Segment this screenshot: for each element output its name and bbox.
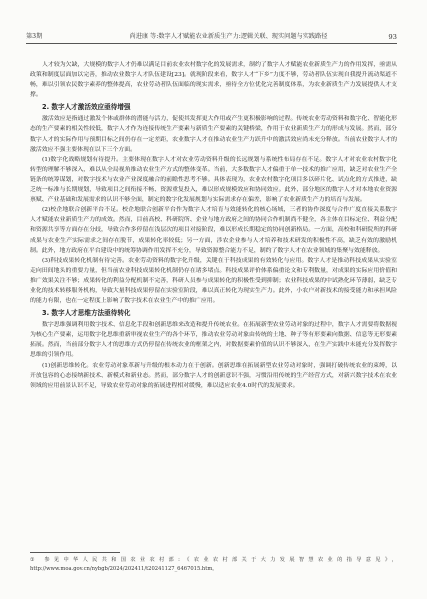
section-heading: 3. 数字人才思维方法亟待转化 [42,309,131,318]
body-paragraph: (1)数字化战略规划有待提升。主要体现在数字人才对农业劳动资料升级的长远规划与系统性布局存在不足。数字人才对农业农村数字化转型的理解不够深入，难以从全局视角推动农业生产方式的整体变革。当前，大多数数字人才偏重于单一技术的推广应用，缺乏对农业生产全链条的统筹谋划，对数字技术与农业产业深度融合的前瞻性思考不够。具体表现为，农业农村数字化项目多以碎片化、试点化的方式推进，缺乏统一标准与长期规划，导致项目之间衔接不畅、资源重复投入，难以形成规模效应和协同效应。此外，部分地区的数字人才对本地农业资源禀赋、产业基础和发展需求的认识不够全面，制定的数字化发展规划与实际需求存在偏差，影响了农业新质生产力的培育与发展。 [30,156,397,204]
body-paragraph: 人才较为欠缺，大规模的数字人才仍难以满足目前农业农村数字化的发展需求，制约了数字人才赋能农业新质生产力的作用发挥，亟需从政策和制度层面加以完善，推动农业数字人才队伍建设[23]。就现阶段来看，数字人才“下乡”力度不够，劳动者队伍实现自我提升流动渠道不畅，难以引领农民数字素养的整体提高，农业劳动者队伍面临的现实需求，亟待全方位优化完善制度体系，为农业新质生产力发展提供人才支撑。 [30,62,397,99]
body-paragraph: 数字思维强调利用数字技术、信息化手段和创新思维来改造和提升传统农业。在拓展新型农业劳动对象的过程中，数字人才需要将数据视为核心生产要素，运用数字化思维重新审视农业生产的各个环节，推动农业劳动对象由传统的土地、种子等有形要素向数据、信息等无形要素拓展。然而，当前部分数字人才的思维方式仍停留在传统农业的框架之内，对数据要素价值的认识不够深入，在生产实践中未能充分发挥数字思维的引领作用。 [30,322,397,359]
body-paragraph: (1)创新思维转化。农业劳动对象革新与升级的根本动力在于创新。创新思维在拓展新型农业劳动对象时，强调打破传统农业的束缚，以开放包容的心态接纳新技术、新模式和新业态。然而，部分数字人才的创新意识不强，习惯沿用传统的生产经营方式，对新兴数字技术在农业领域的应用前景认识不足，导致农业劳动对象的拓展进程相对缓慢，难以适应农业4.0时代的发展要求。 [30,362,397,389]
body-paragraph: 激活效应是指通过激发个体或群体的潜能与活力，促使其发挥更大作用或产生更积极影响的过程。传统农业劳动资料和数字化、智能化形态的生产要素的相关性较低，数字人才作为连接传统生产要素与新质生产要素的关键桥梁，作用于农业新质生产力的形成与发展。然而，部分数字人才的实际作用与预期目标之间仍存在一定差距，农业数字人才在推动农业生产力跃升中的激活效应尚未充分释放。当前农业数字人才的激活效应不强主要体现在以下三个方面。 [30,116,397,153]
footnote [30,556,397,573]
article-body [30,60,397,391]
section-heading: 2. 数字人才激活效应亟待增强 [42,103,131,112]
issue-number: 第3期 [26,33,43,40]
footnote-text: 参见中华人民共和国农业农村部:《农业农村部关于大力发展智慧农业的指导意见》，http://www.moa.gov.cn/nybgb/2024/202411/t20241127_6467015.htm。 [30,557,397,572]
footnote-mark: ① [30,557,35,563]
footnote-divider [30,552,120,553]
running-header [26,31,397,44]
page-number: 93 [388,33,397,41]
body-paragraph: (2)校企地联合创新平台不足。校企地联合创新平台作为数字人才培育与效能转化的核心场域，三者的协作深度与合作广度直接关系数字人才赋能农业新质生产力的成效。然而，目前高校、科研院所、企业与地方政府之间的协同合作机制尚不健全，各主体在目标定位、利益分配和资源共享等方面存在分歧，导致合作多停留在浅层次的项目对接阶段，难以形成长期稳定的协同创新格局。一方面，高校和科研院所的科研成果与农业生产实际需求之间存在脱节，成果转化率较低；另一方面，涉农企业参与人才培养和技术研发的积极性不高，缺乏有效的激励机制。此外，地方政府在平台建设中的统筹协调作用发挥不充分，导致资源整合能力不足，制约了数字人才在农业领域的集聚与效能释放。 [30,207,397,254]
body-paragraph: (3)科技成果转化机制有待完善。农业劳动资料的数字化升级，关键在于科技成果的有效转化与应用。数字人才是推动科技成果从实验室走向田间地头的重要力量，但当前农业科技成果转化机制仍存在诸多堵点。科技成果评价体系偏重论文和专利数量，对成果的实际应用价值和推广效果关注不够；成果转化的利益分配机制不完善，科研人员参与成果转化的积极性受到抑制；农业科技成果的中试熟化环节薄弱，缺乏专业化的技术转移服务机构，导致大量科技成果停留在实验室阶段，难以真正转化为现实生产力。此外，小农户对新技术的接受能力和承担风险的能力有限，也在一定程度上影响了数字技术在农业生产中的推广应用。 [30,257,397,305]
running-title: 尚进康 等:数字人才赋能农业新质生产力:逻辑关联、现实问题与实践路径 [129,33,328,40]
